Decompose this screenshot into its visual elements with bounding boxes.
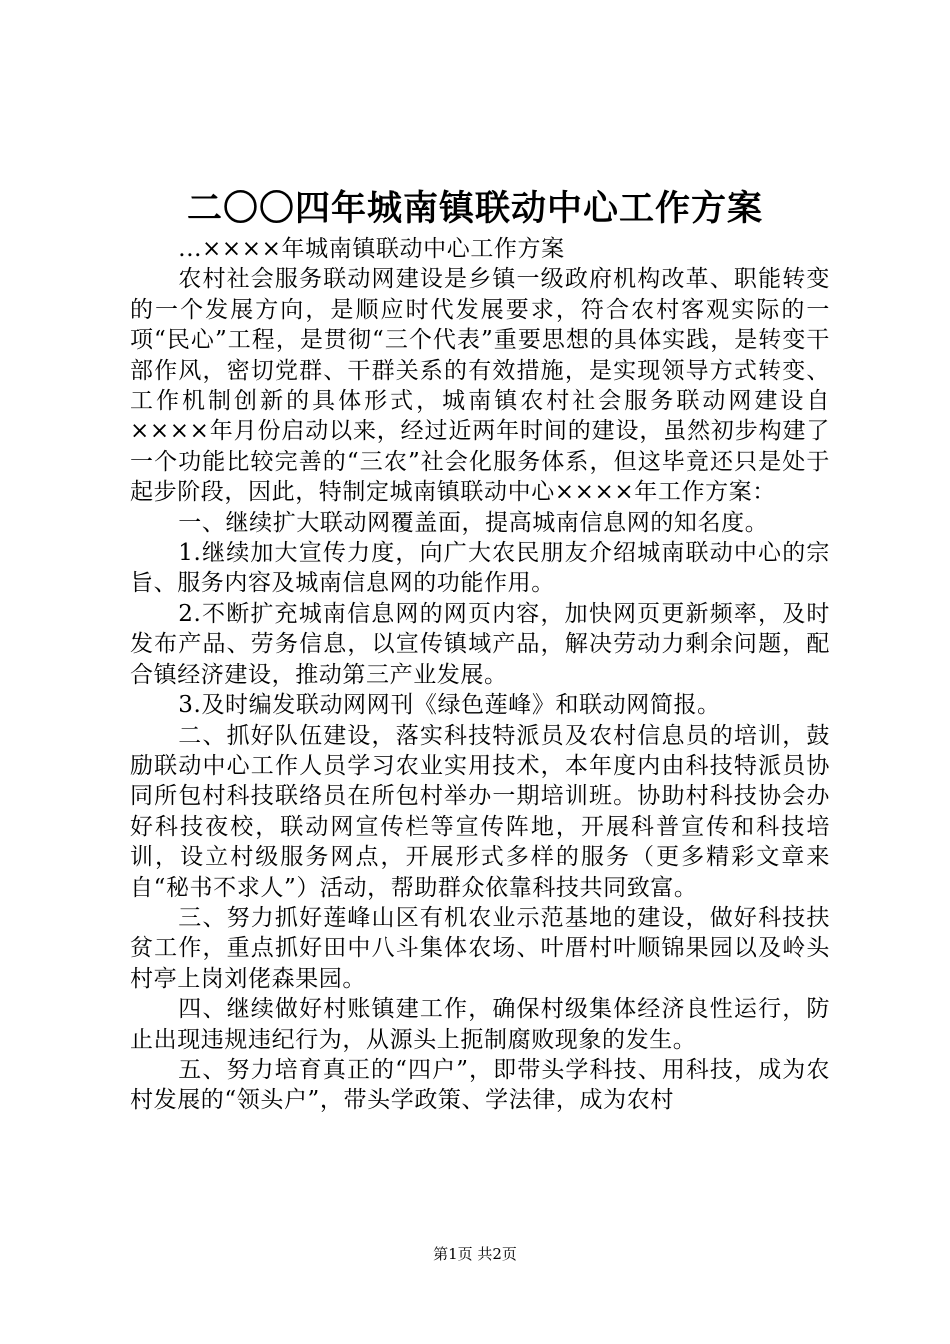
document-subtitle: ...××××年城南镇联动中心工作方案 (178, 236, 565, 262)
paragraph-section-4: 四、继续做好村账镇建工作，确保村级集体经济良性运行，防止出现违规违纪行为，从源头上扼制腐败现象的发生。 (130, 996, 830, 1053)
paragraph-item-3: 3.及时编发联动网网刊《绿色莲峰》和联动网简报。 (178, 692, 721, 719)
paragraph-section-3: 三、努力抓好莲峰山区有机农业示范基地的建设，做好科技扶贫工作，重点抓好田中八斗集体农场、叶厝村叶顺锦果园以及岭头村亭上岗刘佬森果园。 (130, 904, 830, 992)
paragraph-section-2: 二、抓好队伍建设，落实科技特派员及农村信息员的培训，鼓励联动中心工作人员学习农业实用技术，本年度内由科技特派员协同所包村科技联络员在所包村举办一期培训班。协助村科技协会办好科技夜校，联动网宣传栏等宣传阵地，开展科普宣传和科技培训，设立村级服务网点，开展形式多样的服务（更多精彩文章来自“秘书不求人”）活动，帮助群众依靠科技共同致富。 (130, 722, 830, 901)
document-body (130, 234, 830, 1116)
paragraph-section-1: 一、继续扩大联动网覆盖面，提高城南信息网的知名度。 (178, 509, 769, 536)
paragraph-section-5: 五、努力培育真正的“四户”，即带头学科技、用科技，成为农村发展的“领头户”，带头学政策、学法律，成为农村 (130, 1056, 830, 1114)
paragraph-item-2: 2.不断扩充城南信息网的网页内容，加快网页更新频率，及时发布产品、劳务信息，以宣传镇域产品，解决劳动力剩余问题，配合镇经济建设，推动第三产业发展。 (130, 600, 830, 688)
paragraph-intro: 农村社会服务联动网建设是乡镇一级政府机构改革、职能转变的一个发展方向，是顺应时代发展要求，符合农村客观实际的一项“民心”工程，是贯彻“三个代表”重要思想的具体实践，是转变干部作风，密切党群、干群关系的有效措施，是实现领导方式转变、工作机制创新的具体形式，城南镇农村社会服务联动网建设自××××年月份启动以来，经过近两年时间的建设，虽然初步构建了一个功能比较完善的“三农”社会化服务体系，但这毕竟还只是处于起步阶段，因此，特制定城南镇联动中心××××年工作方案： (130, 266, 830, 506)
document-title: 二〇〇四年城南镇联动中心工作方案 (186, 188, 763, 229)
paragraph-item-1: 1.继续加大宣传力度，向广大农民朋友介绍城南联动中心的宗旨、服务内容及城南信息网的功能作用。 (130, 540, 830, 597)
page-footer: 第1页 共2页 (433, 1245, 517, 1263)
